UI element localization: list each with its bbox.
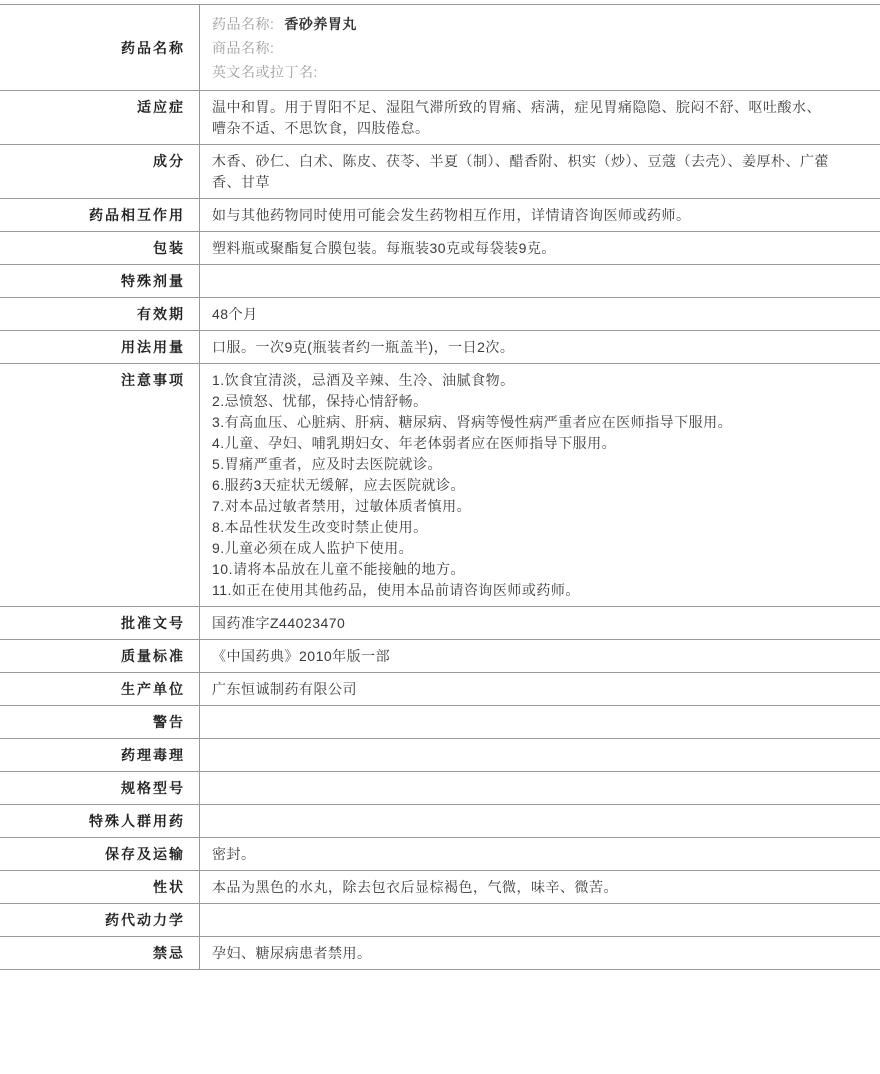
- row-label: 用法用量: [0, 331, 200, 363]
- precaution-item: 11.如正在使用其他药品，使用本品前请咨询医师或药师。: [212, 582, 580, 598]
- row-approval-number: [0, 607, 880, 640]
- row-precautions: [0, 364, 880, 607]
- row-specification: [0, 772, 880, 805]
- row-label: 保存及运输: [0, 838, 200, 870]
- row-drug-name: [0, 5, 880, 91]
- row-label: 包装: [0, 232, 200, 264]
- row-value: 木香、砂仁、白术、陈皮、茯苓、半夏（制）、醋香附、枳实（炒）、豆蔻（去壳）、姜厚朴、广藿香、甘草: [212, 153, 829, 190]
- row-quality-standard: [0, 640, 880, 673]
- row-dosage-usage: [0, 331, 880, 364]
- row-value: [200, 739, 880, 771]
- row-value: [200, 5, 880, 90]
- row-warning: [0, 706, 880, 739]
- row-pharmacokinetics: [0, 904, 880, 937]
- precaution-item: 10.请将本品放在儿童不能接触的地方。: [212, 561, 465, 577]
- row-manufacturer: [0, 673, 880, 706]
- row-special-populations: [0, 805, 880, 838]
- row-label: 质量标准: [0, 640, 200, 672]
- precaution-item: 4.儿童、孕妇、哺乳期妇女、年老体弱者应在医师指导下服用。: [212, 435, 617, 451]
- row-value: 48个月: [212, 306, 258, 322]
- row-value: 密封。: [212, 846, 256, 862]
- row-value: [200, 364, 880, 606]
- precaution-item: 2.忌愤怒、忧郁，保持心情舒畅。: [212, 393, 428, 409]
- latin-name-line: [212, 60, 835, 84]
- precaution-item: 5.胃痛严重者，应及时去医院就诊。: [212, 456, 443, 472]
- row-value: 《中国药典》2010年版一部: [212, 648, 391, 664]
- row-label: 药理毒理: [0, 739, 200, 771]
- trade-name-key: 商品名称:: [212, 40, 275, 56]
- row-label: 适应症: [0, 91, 200, 144]
- drug-info-table: [0, 4, 880, 970]
- row-value: 口服。一次9克(瓶装者约一瓶盖半)，一日2次。: [212, 339, 515, 355]
- precaution-item: 3.有高血压、心脏病、肝病、糖尿病、肾病等慢性病严重者应在医师指导下服用。: [212, 414, 733, 430]
- drug-name-value: 香砂养胃丸: [284, 16, 357, 32]
- row-value: 国药准字Z44023470: [212, 615, 346, 631]
- row-value: [200, 904, 880, 936]
- row-pharmacology-toxicology: [0, 739, 880, 772]
- row-label: 批准文号: [0, 607, 200, 639]
- row-value: 广东恒诚制药有限公司: [212, 681, 357, 697]
- row-label: 规格型号: [0, 772, 200, 804]
- row-label: 注意事项: [0, 364, 200, 606]
- row-value: [200, 805, 880, 837]
- row-value: [200, 706, 880, 738]
- row-value: [200, 772, 880, 804]
- row-shelf-life: [0, 298, 880, 331]
- row-label: 特殊人群用药: [0, 805, 200, 837]
- precaution-item: 6.服药3天症状无缓解，应去医院就诊。: [212, 477, 465, 493]
- row-value: 温中和胃。用于胃阳不足、湿阻气滞所致的胃痛、痞满，症见胃痛隐隐、脘闷不舒、呕吐酸水、嘈杂不适、不思饮食，四肢倦怠。: [212, 99, 821, 136]
- row-contraindications: [0, 937, 880, 970]
- row-indications: [0, 91, 880, 145]
- precaution-item: 8.本品性状发生改变时禁止使用。: [212, 519, 428, 535]
- row-label: 有效期: [0, 298, 200, 330]
- row-special-dosage: [0, 265, 880, 298]
- trade-name-line: [212, 36, 835, 60]
- precaution-item: 7.对本品过敏者禁用，过敏体质者慎用。: [212, 498, 472, 514]
- row-ingredients: [0, 145, 880, 199]
- row-label: 特殊剂量: [0, 265, 200, 297]
- row-value: 本品为黑色的水丸，除去包衣后显棕褐色，气微，味辛、微苦。: [212, 879, 618, 895]
- row-label: 性状: [0, 871, 200, 903]
- drug-name-key: 药品名称:: [212, 16, 275, 32]
- precaution-item: 1.饮食宜清淡，忌酒及辛辣、生冷、油腻食物。: [212, 372, 515, 388]
- row-packaging: [0, 232, 880, 265]
- row-value: 如与其他药物同时使用可能会发生药物相互作用，详情请咨询医师或药师。: [212, 207, 691, 223]
- row-label: 成分: [0, 145, 200, 198]
- row-label: 药品相互作用: [0, 199, 200, 231]
- row-value: [200, 265, 880, 297]
- row-value: 孕妇、糖尿病患者禁用。: [212, 945, 372, 961]
- row-properties: [0, 871, 880, 904]
- latin-name-key: 英文名或拉丁名:: [212, 64, 318, 80]
- row-value: 塑料瓶或聚酯复合膜包装。每瓶装30克或每袋装9克。: [212, 240, 556, 256]
- row-label: 警告: [0, 706, 200, 738]
- drug-name-line: [212, 12, 835, 36]
- row-storage-transport: [0, 838, 880, 871]
- row-label: 药代动力学: [0, 904, 200, 936]
- row-label: 禁忌: [0, 937, 200, 969]
- row-drug-interactions: [0, 199, 880, 232]
- precaution-item: 9.儿童必须在成人监护下使用。: [212, 540, 414, 556]
- row-label: 生产单位: [0, 673, 200, 705]
- row-label: 药品名称: [0, 5, 200, 90]
